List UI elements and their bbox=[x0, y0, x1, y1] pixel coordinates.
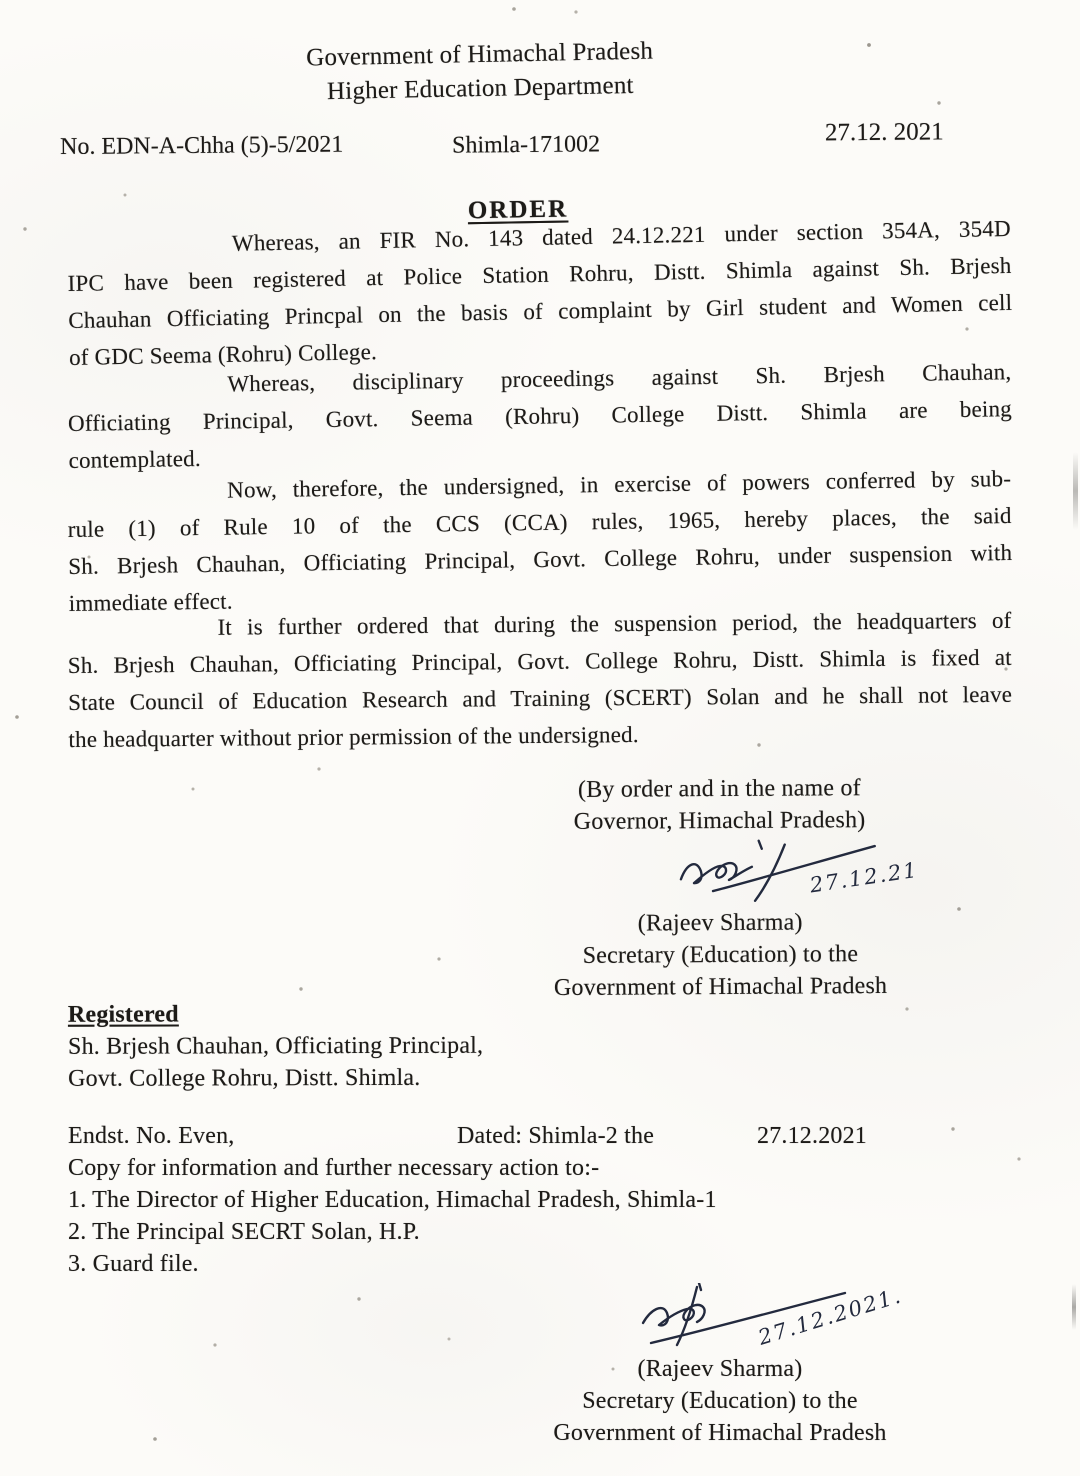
order-paragraph-line: It is further ordered that during the suspension period, the headquarters of bbox=[217, 607, 1012, 640]
order-paragraph-line: Officiating Principal, Govt. Seema (Rohru) College Distt. Shimla are being bbox=[67, 396, 1013, 436]
order-paragraph-line: immediate effect. bbox=[68, 588, 233, 616]
order-paragraph-1 bbox=[67, 210, 1014, 376]
issue-date: 27.12. 2021 bbox=[824, 118, 944, 147]
endorsement-row bbox=[68, 1120, 1012, 1152]
order-paragraph-line: the headquarter without prior permission of the undersigned. bbox=[68, 722, 639, 752]
order-paragraph-line: of GDC Seema (Rohru) College. bbox=[68, 339, 378, 370]
by-order-line: Governor, Himachal Pradesh) bbox=[573, 807, 866, 835]
order-paragraph-line: Now, therefore, the undersigned, in exercise of powers conferred by sub- bbox=[226, 466, 1012, 503]
signatory-organization: Government of Himachal Pradesh bbox=[553, 1420, 887, 1446]
handwritten-signature bbox=[633, 1283, 943, 1353]
reference-number: No. EDN-A-Chha (5)-5/2021 bbox=[59, 131, 344, 161]
handwritten-signature bbox=[673, 838, 943, 908]
endorsement-dated-label: Dated: Shimla-2 the bbox=[457, 1123, 655, 1149]
order-paragraph-2 bbox=[67, 353, 1013, 479]
order-paragraph-line: State Council of Education Research and Training (SCERT) Solan and he shall not leave bbox=[68, 681, 1013, 715]
order-paragraph-line: Sh. Brjesh Chauhan, Officiating Principal, Govt. College Rohru, Distt. Shimla is fixed at bbox=[67, 644, 1012, 679]
signature-block-top bbox=[494, 772, 945, 1005]
order-paragraph-line: Whereas, an FIR No. 143 dated 24.12.221 under section 354A, 354D bbox=[231, 215, 1012, 256]
order-paragraph-4 bbox=[67, 602, 1012, 758]
registered-addressee-line: Sh. Brjesh Chauhan, Officiating Principal, bbox=[67, 1032, 484, 1060]
signatory-organization: Government of Himachal Pradesh bbox=[553, 972, 888, 1002]
registered-section bbox=[68, 997, 668, 1095]
scan-noise-specks bbox=[0, 0, 2, 2]
reference-row bbox=[60, 118, 990, 160]
endorsement-date: 27.12.2021 bbox=[757, 1123, 867, 1149]
recipient-item: 3. Guard file. bbox=[68, 1251, 199, 1277]
recipient-item: 2. The Principal SECRT Solan, H.P. bbox=[68, 1219, 420, 1245]
scan-edge-smudge bbox=[1073, 452, 1078, 530]
scan-edge-smudge bbox=[1072, 1284, 1076, 1330]
order-paragraph-line: rule (1) of Rule 10 of the CCS (CCA) rules, 1965, hereby places, the said bbox=[67, 502, 1012, 543]
order-paragraph-line: Sh. Brjesh Chauhan, Officiating Principal, Govt. College Rohru, under suspension with bbox=[68, 539, 1013, 579]
endorsement-section bbox=[68, 1120, 1012, 1280]
signatory-designation: Secretary (Education) to the bbox=[582, 941, 859, 969]
by-order-line: (By order and in the name of bbox=[577, 775, 861, 803]
order-paragraph-line: IPC have been registered at Police Station Rohru, Distt. Shimla against Sh. Brjesh bbox=[67, 252, 1012, 297]
order-paragraph-line: Chauhan Officiating Princpal on the basis of complaint by Girl student and Women cell bbox=[68, 289, 1013, 333]
handwritten-date: 27.12.21 bbox=[808, 857, 921, 898]
signatory-name: (Rajeev Sharma) bbox=[637, 909, 803, 937]
signature-block-bottom bbox=[495, 1283, 945, 1449]
signatory-name: (Rajeev Sharma) bbox=[637, 1356, 803, 1382]
order-paragraph-3 bbox=[67, 460, 1013, 622]
copy-distribution-line: Copy for information and further necessary action to:- bbox=[68, 1155, 600, 1181]
recipient-item: 1. The Director of Higher Education, Himachal Pradesh, Shimla-1 bbox=[68, 1187, 717, 1213]
department-name-line2: Higher Education Department bbox=[326, 71, 634, 106]
letterhead bbox=[0, 28, 961, 115]
order-paragraph-line: Whereas, disciplinary proceedings against Sh. Brjesh Chauhan, bbox=[227, 359, 1012, 397]
registered-heading: Registered bbox=[67, 1001, 179, 1028]
registered-addressee-line: Govt. College Rohru, Distt. Shimla. bbox=[68, 1064, 421, 1092]
department-name-line1: Government of Himachal Pradesh bbox=[305, 37, 654, 72]
signatory-designation: Secretary (Education) to the bbox=[582, 1388, 858, 1414]
order-heading-text: ORDER bbox=[467, 195, 569, 225]
order-paragraph-line: contemplated. bbox=[68, 445, 202, 473]
endorsement-number: Endst. No. Even, bbox=[68, 1123, 235, 1149]
handwritten-date: 27.12.2021. bbox=[755, 1283, 905, 1350]
issue-place: Shimla-171002 bbox=[451, 131, 601, 159]
